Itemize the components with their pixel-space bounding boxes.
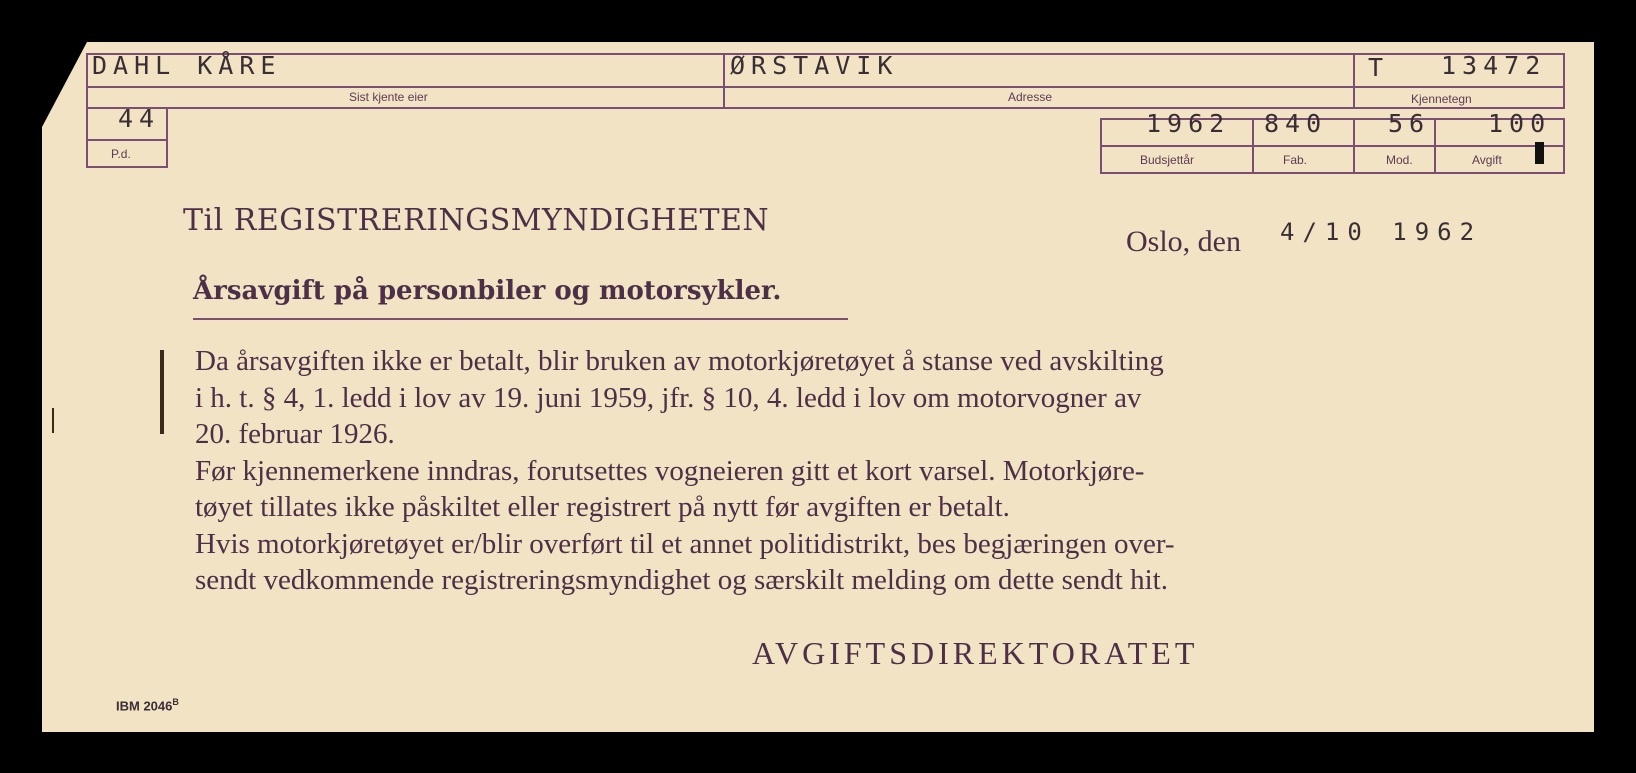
registration-divider [1353,53,1355,109]
fee-value: 100 [1488,109,1552,138]
place-date-prefix: Oslo, den [1126,225,1241,258]
pd-value: 44 [118,104,161,133]
header-bottom-line [87,107,1565,109]
data-box-div-fee [1434,118,1436,174]
header-left-border [86,53,88,109]
data-box-left [1100,118,1102,174]
data-box-mid [1100,145,1565,147]
body-line: Før kjennemerkene inndras, forutsettes vogneieren gitt et kort varsel. Motorkjøre- [195,455,1145,487]
pd-box-bottom [86,166,168,168]
pd-box-mid [86,139,168,141]
fab-label: Fab. [1283,153,1308,167]
model-value: 56 [1388,109,1431,138]
registration-letter: T [1368,53,1390,82]
registration-label: Kjennetegn [1411,92,1472,106]
date-typed: 4/10 1962 [1280,218,1483,246]
budget-year-label: Budsjettår [1140,153,1195,167]
form-number-text: IBM 2046 [116,698,173,714]
pd-label: P.d. [111,147,131,161]
form-suffix: B [172,697,179,707]
data-box-div-fab [1252,118,1254,174]
data-box-bottom [1100,172,1565,174]
body-line: sendt vedkommende registreringsmyndighet og særskilt melding om dette sendt hit. [195,564,1168,596]
address-value: ØRSTAVIK [730,51,899,80]
heading-underline [193,318,848,320]
signature: AVGIFTSDIREKTORATET [752,635,1199,671]
fab-value: 840 [1264,109,1328,138]
registration-number: 13472 [1441,51,1547,80]
body-line: Hvis motorkjøretøyet er/blir overført til et annet politidistrikt, bes begjæringen over- [195,528,1175,560]
header-right-border [1563,53,1565,109]
margin-tick-mark [52,408,54,433]
body-line: tøyet tillates ikke påskiltet eller registrert på nytt før avgiften er betalt. [195,491,1010,523]
fee-label: Avgift [1472,153,1502,167]
body-line: Da årsavgiften ikke er betalt, blir bruken av motorkjøretøyet å stanse ved avskilting [195,345,1164,377]
data-box-right [1563,118,1565,174]
header-row-line [87,86,1565,88]
body-line: 20. februar 1926. [195,418,395,450]
addressee: Til REGISTRERINGSMYNDIGHETEN [183,203,770,238]
margin-bracket-mark [160,350,164,434]
address-divider [723,53,725,109]
model-label: Mod. [1386,153,1413,167]
address-label: Adresse [1008,90,1053,104]
budget-year: 1962 [1146,109,1231,138]
owner-label: Sist kjente eier [349,90,428,104]
owner-name: DAHL KÅRE [92,51,282,80]
data-box-div-mod [1353,118,1355,174]
form-number [116,697,179,713]
pd-box-right [166,107,168,167]
notice-heading: Årsavgift på personbiler og motorsykler. [193,276,782,306]
fee-marker [1535,142,1544,164]
body-line: i h. t. § 4, 1. ledd i lov av 19. juni 1959, jfr. § 10, 4. ledd i lov om motorvogner av [195,382,1142,414]
pd-box-left [86,107,88,167]
